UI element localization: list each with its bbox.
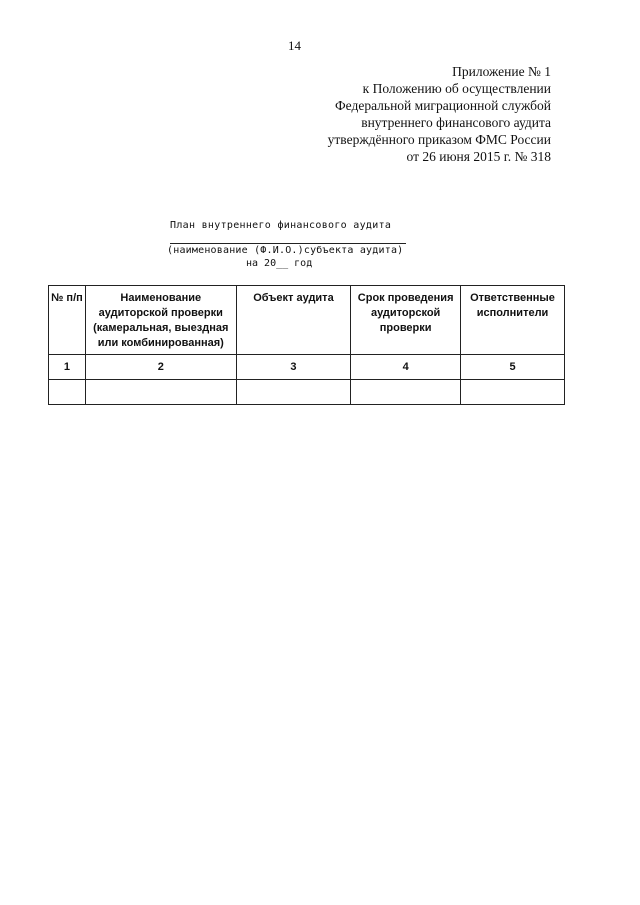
year-line: на 20__ год [246, 258, 313, 269]
audit-plan-table [48, 285, 565, 405]
appendix-header-line: Приложение № 1 [452, 64, 551, 79]
column-header-responsible: Ответственные исполнители [461, 286, 565, 355]
table-cell [461, 380, 565, 405]
column-header-audit-period: Срок проведения аудиторской проверки [351, 286, 461, 355]
table-header-row [49, 286, 565, 355]
column-number: 2 [85, 355, 236, 380]
appendix-header-line: внутреннего финансового аудита [361, 115, 551, 130]
appendix-header-line: Федеральной миграционной службой [334, 98, 551, 113]
column-header-number: № п/п [49, 286, 86, 355]
column-number: 4 [351, 355, 461, 380]
appendix-header-line: утверждённого приказом ФМС России [327, 132, 551, 147]
appendix-header [328, 63, 551, 165]
subject-caption: (наименование (Ф.И.О.)субъекта аудита) [167, 245, 404, 256]
column-number: 1 [49, 355, 86, 380]
page-number: 14 [288, 38, 301, 53]
appendix-header-line: от 26 июня 2015 г. № 318 [406, 149, 551, 164]
subject-blank-line [170, 243, 406, 244]
column-number: 5 [461, 355, 565, 380]
plan-title: План внутреннего финансового аудита [170, 220, 392, 231]
column-header-audit-name: Наименование аудиторской проверки (камеральная, выездная или комбинированная) [85, 286, 236, 355]
table-cell [236, 380, 351, 405]
column-header-audit-object: Объект аудита [236, 286, 351, 355]
column-number: 3 [236, 355, 351, 380]
column-numbering-row [49, 355, 565, 380]
table-cell [351, 380, 461, 405]
appendix-header-line: к Положению об осуществлении [362, 81, 551, 96]
table-cell [49, 380, 86, 405]
table-row [49, 380, 565, 405]
table-cell [85, 380, 236, 405]
